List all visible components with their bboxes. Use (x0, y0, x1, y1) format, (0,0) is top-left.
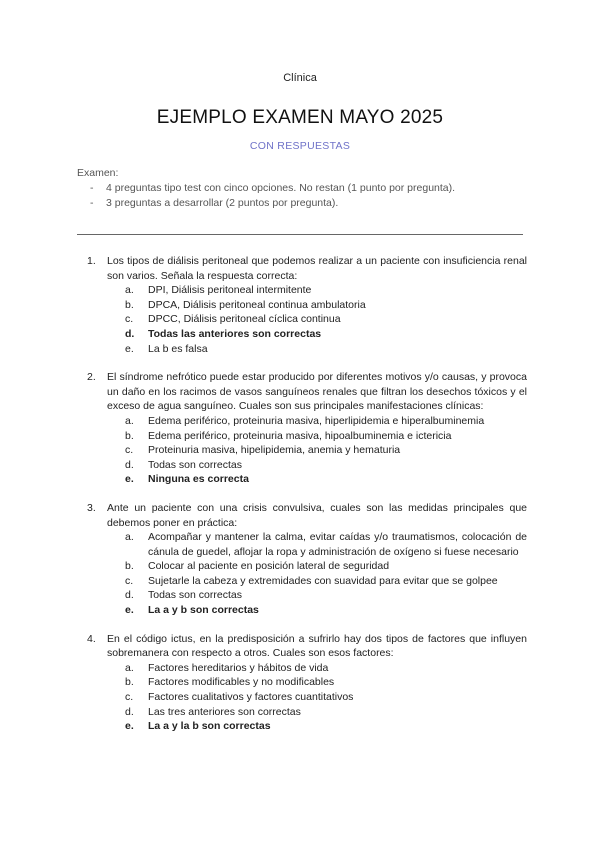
option-d (107, 458, 527, 473)
option-letter: d. (125, 458, 134, 471)
option-list (87, 283, 527, 356)
option-letter: e. (125, 720, 134, 733)
option-text: La a y la b son correctas (148, 720, 271, 733)
option-text: DPI, Diálisis peritoneal intermitente (148, 284, 312, 297)
option-letter: a. (125, 531, 134, 544)
option-a (107, 661, 527, 676)
option-e-correct (107, 472, 527, 487)
question-list (87, 254, 527, 748)
option-list (87, 530, 527, 618)
option-text: La b es falsa (148, 342, 208, 355)
option-text: Factores modificables y no modificables (148, 676, 335, 689)
option-text: DPCC, Diálisis peritoneal cíclica continua (148, 313, 341, 326)
option-a (107, 414, 527, 429)
option-letter: a. (125, 414, 134, 427)
option-e-correct (107, 603, 527, 618)
option-b (107, 298, 527, 313)
page-title: EJEMPLO EXAMEN MAYO 2025 (156, 107, 444, 128)
option-list (87, 661, 527, 734)
question-number: 1. (87, 255, 96, 267)
exam-info-heading: Examen: (77, 167, 119, 179)
option-letter: e. (125, 342, 134, 355)
option-a (107, 530, 527, 559)
option-letter: c. (125, 313, 134, 326)
option-letter: b. (125, 429, 134, 442)
option-b (107, 675, 527, 690)
option-b (107, 429, 527, 444)
option-text: Todas son correctas (148, 458, 242, 471)
question-2 (87, 370, 527, 487)
page-subtitle: CON RESPUESTAS (249, 140, 351, 152)
option-text: Las tres anteriores son correctas (148, 705, 301, 718)
exam-info-item: - 3 preguntas a desarrollar (2 puntos por pregunta). (77, 196, 537, 211)
option-text: DPCA, Diálisis peritoneal continua ambulatoria (148, 298, 366, 311)
option-b (107, 559, 527, 574)
option-c (107, 690, 527, 705)
option-letter: a. (125, 284, 134, 297)
exam-info (77, 167, 537, 211)
exam-info-list (77, 181, 537, 211)
option-text: Todas las anteriores son correctas (148, 327, 322, 340)
option-c (107, 574, 527, 589)
option-text: Ninguna es correcta (148, 473, 249, 486)
option-text: Sujetarle la cabeza y extremidades con suavidad para evitar que se golpee (148, 574, 498, 587)
option-text: Colocar al paciente en posición lateral de seguridad (148, 560, 390, 573)
header-label: Clínica (283, 72, 317, 84)
option-text: Edema periférico, proteinuria masiva, hipoalbuminemia e ictericia (148, 429, 452, 442)
question-1 (87, 254, 527, 356)
option-d (107, 705, 527, 720)
option-e-correct (107, 719, 527, 734)
option-letter: e. (125, 604, 134, 617)
exam-info-item: - 4 preguntas tipo test con cinco opciones. No restan (1 punto por pregunta). (77, 181, 537, 196)
option-e (107, 342, 527, 357)
option-c (107, 312, 527, 327)
option-letter: d. (125, 589, 134, 602)
option-a (107, 283, 527, 298)
option-letter: c. (125, 574, 134, 587)
option-letter: c. (125, 444, 134, 457)
question-text: El síndrome nefrótico puede estar producido por diferentes motivos y/o causas, y provoca un daño en los racimos de vasos sanguíneos renales que filtran los desechos tóxicos y el exceso de agua sanguíneo. Cuales son sus principales manifestaciones clínicas: (107, 371, 527, 413)
option-letter: d. (125, 327, 135, 340)
option-letter: b. (125, 560, 134, 573)
question-4 (87, 632, 527, 734)
question-3 (87, 501, 527, 618)
option-letter: b. (125, 676, 134, 689)
option-d-correct (107, 327, 527, 342)
option-letter: c. (125, 691, 134, 704)
option-letter: d. (125, 705, 134, 718)
option-letter: e. (125, 473, 134, 486)
option-text: Acompañar y mantener la calma, evitar caídas y/o traumatismos, colocación de cánula de guedel, aflojar la ropa y administración de oxígeno si fuese necesario (148, 531, 527, 558)
option-c (107, 443, 527, 458)
option-text: Factores hereditarios y hábitos de vida (148, 661, 329, 674)
option-list (87, 414, 527, 487)
option-letter: b. (125, 298, 134, 311)
question-number: 2. (87, 371, 96, 384)
question-number: 3. (87, 501, 96, 514)
question-text: Los tipos de diálisis peritoneal que podemos realizar a un paciente con insuficiencia renal son varios. Señala la respuesta correcta: (107, 255, 527, 282)
option-text: Proteinuria masiva, hipelipidemia, anemia y hematuria (148, 444, 401, 457)
horizontal-divider (77, 234, 523, 235)
option-letter: a. (125, 661, 134, 674)
option-text: Todas son correctas (148, 589, 242, 602)
question-text: Ante un paciente con una crisis convulsiva, cuales son las medidas principales que debemos poner en práctica: (107, 501, 527, 529)
option-text: La a y b son correctas (148, 604, 259, 617)
question-text: En el código ictus, en la predisposición a sufrirlo hay dos tipos de factores que influyen sobremanera con respecto a otros. Cuales son esos factores: (107, 632, 527, 660)
option-text: Factores cualitativos y factores cuantitativos (148, 691, 354, 704)
option-text: Edema periférico, proteinuria masiva, hiperlipidemia e hiperalbuminemia (148, 414, 485, 427)
question-number: 4. (87, 632, 96, 645)
option-d (107, 588, 527, 603)
